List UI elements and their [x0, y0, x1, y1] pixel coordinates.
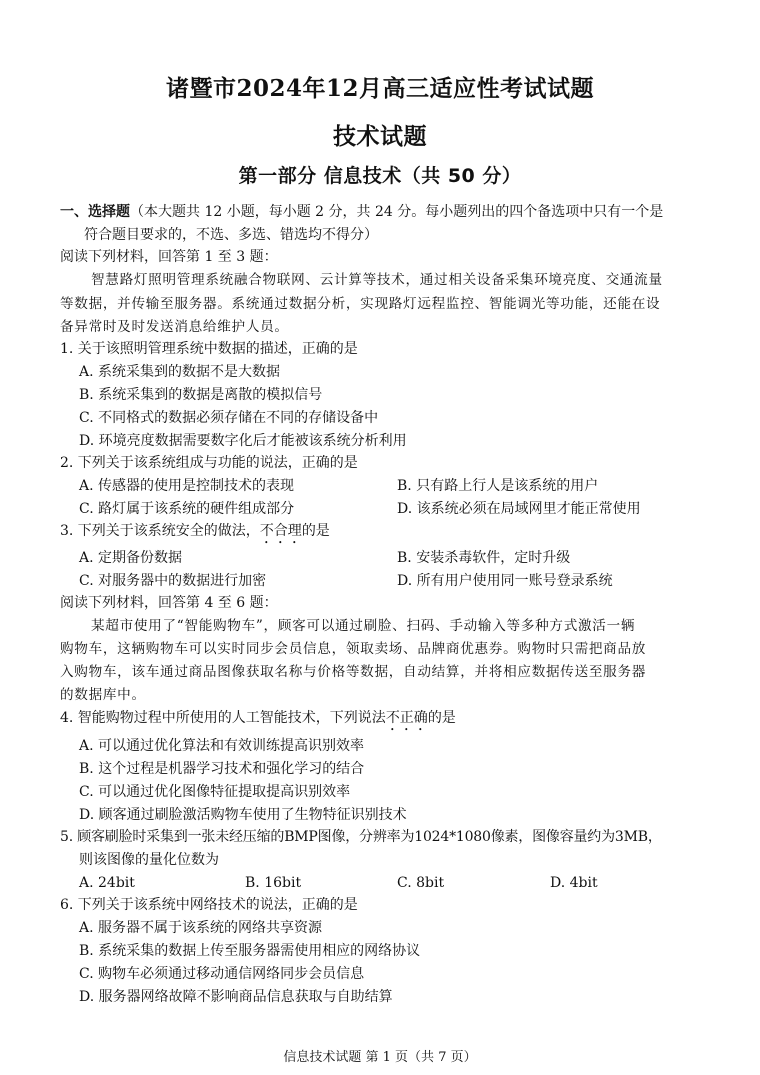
question-5-option-c: C. 8bit	[397, 875, 445, 891]
question-6-option-d: D. 服务器网络故障不影响商品信息获取与自助结算	[79, 989, 393, 1005]
question-1-option-b: B. 系统采集到的数据是离散的模拟信号	[79, 387, 323, 403]
page-footer: 信息技术试题 第 1 页（共 7 页）	[283, 1050, 477, 1065]
question-5-option-d: D. 4bit	[550, 875, 598, 891]
question-3-option-b: B. 安装杀毒软件，定时升级	[397, 550, 571, 566]
exam-subtitle: 技术试题	[333, 123, 427, 150]
section-label: 一、选择题	[60, 204, 130, 220]
question-6-option-a: A. 服务器不属于该系统的网络共享资源	[79, 920, 323, 936]
question-4-emphasis: 不正确	[385, 710, 428, 726]
question-3-option-c: C. 对服务器中的数据进行加密	[79, 573, 267, 589]
question-4-stem	[60, 709, 456, 734]
question-4-stem-end: 的是	[427, 710, 456, 726]
material-intro-1: 阅读下列材料，回答第 1 至 3 题：	[60, 249, 278, 265]
question-2-option-d: D. 该系统必须在局域网里才能正常使用	[397, 501, 641, 517]
question-2-stem: 2. 下列关于该系统组成与功能的说法，正确的是	[60, 455, 358, 471]
material-paragraph-2-line-2: 购物车，这辆购物车可以实时同步会员信息，领取卖场、品牌商优惠券。购物时只需把商品放	[60, 641, 647, 657]
question-2-option-c: C. 路灯属于该系统的硬件组成部分	[79, 501, 295, 517]
question-1-option-a: A. 系统采集到的数据不是大数据	[79, 364, 281, 380]
question-6-stem: 6. 下列关于该系统中网络技术的说法，正确的是	[60, 897, 358, 913]
question-2-option-a: A. 传感器的使用是控制技术的表现	[79, 478, 295, 494]
question-5-stem-line-2: 则该图像的量化位数为	[79, 852, 219, 868]
material-paragraph-2-line-3: 入购物车，该车通过商品图像获取名称与价格等数据，自动结算，并将相应数据传送至服务器	[60, 664, 647, 680]
question-4-option-c: C. 可以通过优化图像特征提取提高识别效率	[79, 784, 351, 800]
question-3-stem	[60, 522, 330, 547]
part-heading: 第一部分 信息技术（共 50 分）	[238, 165, 522, 187]
material-paragraph-1-line-1: 智慧路灯照明管理系统融合物联网、云计算等技术，通过相关设备采集环境亮度、交通流量	[91, 272, 663, 288]
question-5-stem-line-1: 5. 顾客刷脸时采集到一张未经压缩的BMP图像，分辨率为1024*1080像素，图像容量约为3MB，	[60, 829, 662, 845]
question-4-option-b: B. 这个过程是机器学习技术和强化学习的结合	[79, 761, 365, 777]
material-paragraph-2-line-1: 某超市使用了“智能购物车”，顾客可以通过刷脸、扫码、手动输入等多种方式激活一辆	[91, 618, 636, 634]
question-4-option-d: D. 顾客通过刷脸激活购物车使用了生物特征识别技术	[79, 807, 407, 823]
question-1-option-c: C. 不同格式的数据必须存储在不同的存储设备中	[79, 410, 379, 426]
question-3-option-a: A. 定期备份数据	[79, 550, 183, 566]
question-3-option-d: D. 所有用户使用同一账号登录系统	[397, 573, 613, 589]
material-paragraph-1-line-2: 等数据，并传输至服务器。系统通过数据分析，实现路灯远程监控、智能调光等功能，还能在设	[60, 296, 661, 312]
question-5-option-a: A. 24bit	[79, 875, 135, 891]
question-5-option-b: B. 16bit	[245, 875, 302, 891]
material-paragraph-1-line-3: 备异常时及时发送消息给维护人员。	[60, 319, 289, 335]
question-3-emphasis: 不合理	[259, 523, 302, 539]
section-heading	[60, 203, 663, 221]
question-1-stem: 1. 关于该照明管理系统中数据的描述，正确的是	[60, 341, 358, 357]
question-4-option-a: A. 可以通过优化算法和有效训练提高识别效率	[79, 738, 365, 754]
question-6-option-c: C. 购物车必须通过移动通信网络同步会员信息	[79, 966, 365, 982]
section-instructions-1: （本大题共 12 小题，每小题 2 分，共 24 分。每小题列出的四个备选项中只有一个是	[130, 204, 664, 220]
material-paragraph-2-line-4: 的数据库中。	[60, 687, 146, 703]
material-intro-2: 阅读下列材料，回答第 4 至 6 题：	[60, 595, 278, 611]
question-2-option-b: B. 只有路上行人是该系统的用户	[397, 478, 599, 494]
section-instructions-2: 符合题目要求的，不选、多选、错选均不得分）	[84, 227, 378, 243]
question-1-option-d: D. 环境亮度数据需要数字化后才能被该系统分析利用	[79, 433, 407, 449]
question-4-stem-text: 4. 智能购物过程中所使用的人工智能技术，下列说法	[60, 710, 386, 726]
question-3-stem-end: 的是	[301, 523, 330, 539]
question-6-option-b: B. 系统采集的数据上传至服务器需使用相应的网络协议	[79, 943, 421, 959]
exam-title: 诸暨市2024年12月高三适应性考试试题	[165, 75, 595, 102]
question-3-stem-text: 3. 下列关于该系统安全的做法，	[60, 523, 260, 539]
